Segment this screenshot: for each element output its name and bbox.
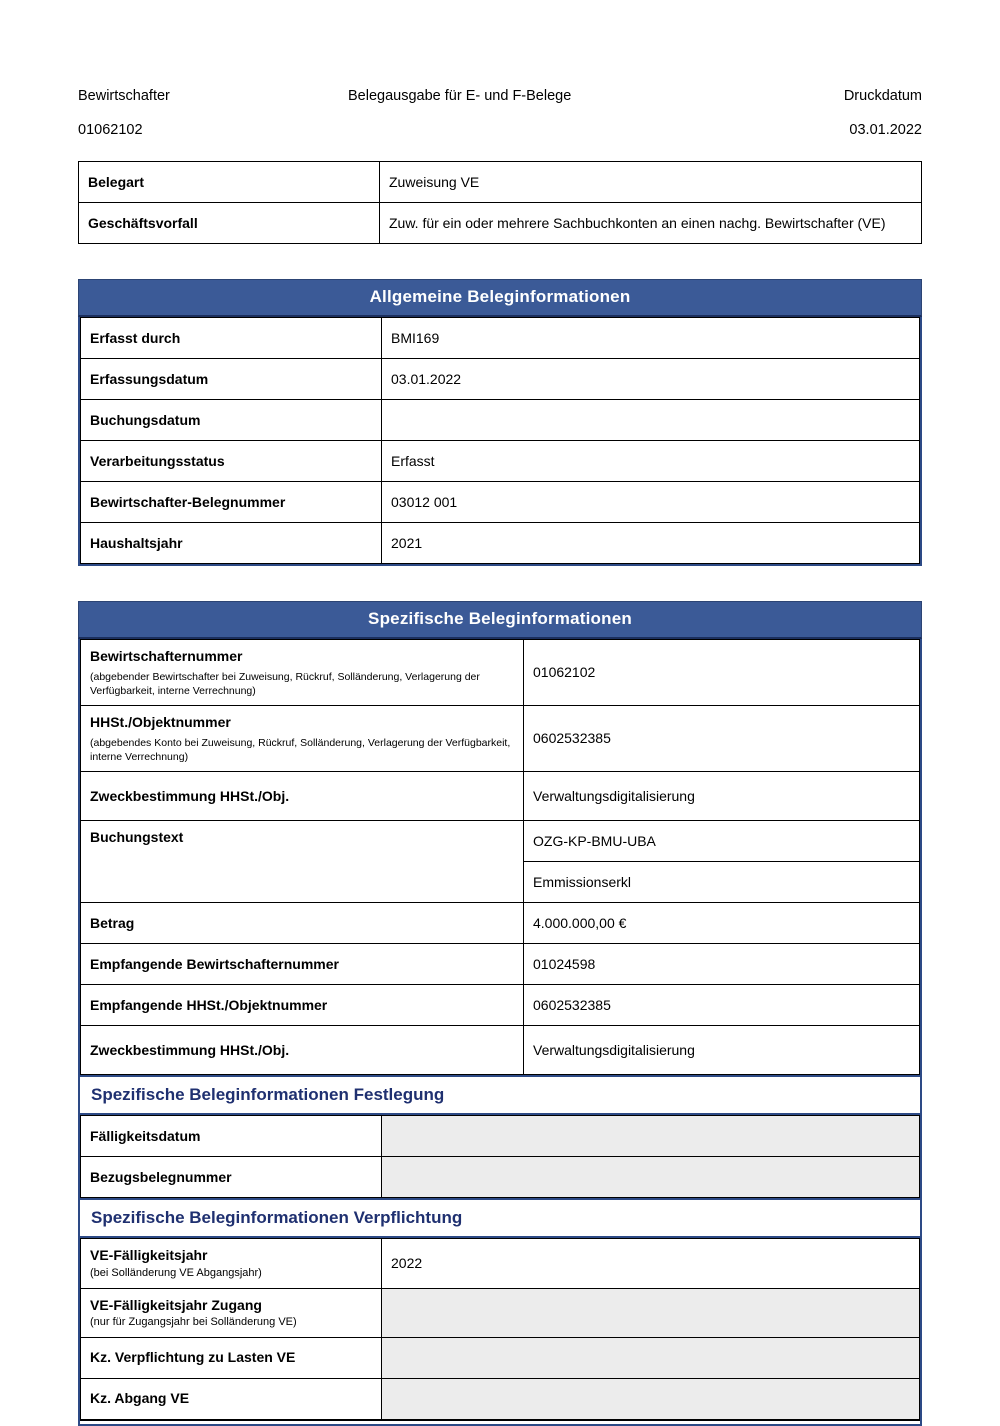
table-row	[81, 482, 920, 523]
table-row	[81, 985, 920, 1026]
empfangende-hhst-objektnummer-label: Empfangende HHSt./Objektnummer	[81, 985, 524, 1026]
zweckbestimmung-empfang-label: Zweckbestimmung HHSt./Obj.	[81, 1026, 524, 1075]
document-header-row-values	[78, 120, 922, 141]
belegart-value: Zuweisung VE	[380, 162, 922, 203]
zweckbestimmung-value: Verwaltungsdigitalisierung	[524, 772, 920, 821]
belegart-table	[78, 161, 922, 244]
document-header-row-labels	[78, 86, 922, 107]
table-row	[81, 359, 920, 400]
bewirtschafter-belegnummer-label: Bewirtschafter-Belegnummer	[81, 482, 382, 523]
table-row	[81, 1157, 920, 1198]
ve-faelligkeitsjahr-label-note: (bei Solländerung VE Abgangsjahr)	[90, 1267, 262, 1280]
betrag-value: 4.000.000,00 €	[524, 903, 920, 944]
verarbeitungsstatus-value: Erfasst	[382, 441, 920, 482]
table-row	[79, 203, 922, 244]
section-spezifische-beleginformationen	[78, 601, 922, 1426]
ve-faelligkeitsjahr-zugang-label	[81, 1288, 382, 1337]
belegart-label: Belegart	[79, 162, 380, 203]
festlegung-section-title: Spezifische Beleginformationen Festlegung	[80, 1075, 920, 1115]
table-row	[79, 162, 922, 203]
table-row	[81, 706, 920, 772]
table-row	[81, 1239, 920, 1288]
geschaeftsvorfall-label: Geschäftsvorfall	[79, 203, 380, 244]
table-row	[81, 903, 920, 944]
spezifische-section-frame	[78, 639, 922, 1426]
table-row	[81, 772, 920, 821]
zweckbestimmung-empfang-value: Verwaltungsdigitalisierung	[524, 1026, 920, 1075]
erfasst-durch-value: BMI169	[382, 318, 920, 359]
verpflichtung-section-title: Spezifische Beleginformationen Verpflichtung	[80, 1198, 920, 1238]
allgemeine-section-frame	[78, 317, 922, 566]
ve-faelligkeitsjahr-zugang-label-note: (nur für Zugangsjahr bei Solländerung VE)	[90, 1316, 297, 1329]
kz-verpflichtung-zu-lasten-ve-value	[382, 1337, 920, 1378]
zweckbestimmung-label: Zweckbestimmung HHSt./Obj.	[81, 772, 524, 821]
ve-faelligkeitsjahr-zugang-label-main: VE-Fälligkeitsjahr Zugang	[90, 1296, 262, 1313]
festlegung-table	[80, 1115, 920, 1198]
verarbeitungsstatus-label: Verarbeitungsstatus	[81, 441, 382, 482]
ve-faelligkeitsjahr-value: 2022	[382, 1239, 920, 1288]
table-row	[81, 1116, 920, 1157]
betrag-label: Betrag	[81, 903, 524, 944]
document-content	[78, 86, 922, 1426]
buchungstext-label: Buchungstext	[81, 821, 524, 903]
haushaltsjahr-value: 2021	[382, 523, 920, 564]
buchungsdatum-label: Buchungsdatum	[81, 400, 382, 441]
empfangende-bewirtschafternummer-label: Empfangende Bewirtschafternummer	[81, 944, 524, 985]
ve-faelligkeitsjahr-zugang-value	[382, 1288, 920, 1337]
section-allgemeine-beleginformationen	[78, 279, 922, 566]
table-row	[81, 523, 920, 564]
table-row	[81, 1337, 920, 1378]
bewirtschafternummer-label	[81, 640, 524, 706]
hhst-objektnummer-value: 0602532385	[524, 706, 920, 772]
erfassungsdatum-value: 03.01.2022	[382, 359, 920, 400]
kz-abgang-ve-label: Kz. Abgang VE	[81, 1378, 382, 1419]
table-row	[81, 1026, 920, 1075]
table-row	[81, 318, 920, 359]
bewirtschafternummer-value: 01062102	[524, 640, 920, 706]
hhst-objektnummer-label	[81, 706, 524, 772]
ve-faelligkeitsjahr-label	[81, 1239, 382, 1288]
empfangende-bewirtschafternummer-value: 01024598	[524, 944, 920, 985]
ve-faelligkeitsjahr-label-main: VE-Fälligkeitsjahr	[90, 1247, 208, 1264]
bezugsbelegnummer-label: Bezugsbelegnummer	[81, 1157, 382, 1198]
verpflichtung-table	[80, 1238, 920, 1419]
header-bewirtschafter-label: Bewirtschafter	[78, 88, 170, 104]
faelligkeitsdatum-value	[382, 1116, 920, 1157]
buchungstext-value-2: Emmissionserkl	[524, 862, 920, 903]
buchungstext-value-1: OZG-KP-BMU-UBA	[524, 821, 920, 862]
empfangende-hhst-objektnummer-value: 0602532385	[524, 985, 920, 1026]
table-row	[81, 821, 920, 862]
kz-verpflichtung-zu-lasten-ve-label: Kz. Verpflichtung zu Lasten VE	[81, 1337, 382, 1378]
allgemeine-table	[80, 317, 920, 564]
haushaltsjahr-label: Haushaltsjahr	[81, 523, 382, 564]
kz-abgang-ve-value	[382, 1378, 920, 1419]
section-bottom-rule	[80, 1420, 920, 1424]
hhst-objektnummer-label-note: (abgebendes Konto bei Zuweisung, Rückruf, Solländerung, Verlagerung der Verfügbarkeit, interne Verrechnung)	[90, 737, 511, 763]
bewirtschafternummer-label-note: (abgebender Bewirtschafter bei Zuweisung, Rückruf, Solländerung, Verlagerung der Verfügbarkeit, interne Verrechnung)	[90, 670, 480, 697]
bewirtschafter-belegnummer-value: 03012 001	[382, 482, 920, 523]
erfassungsdatum-label: Erfassungsdatum	[81, 359, 382, 400]
spezifische-table	[80, 639, 920, 1075]
page-title: Belegausgabe für E- und F-Belege	[348, 88, 572, 104]
header-druckdatum-value: 03.01.2022	[849, 122, 922, 139]
header-bewirtschafter-value: 01062102	[78, 122, 143, 139]
bezugsbelegnummer-value	[382, 1157, 920, 1198]
table-row	[81, 944, 920, 985]
allgemeine-section-title: Allgemeine Beleginformationen	[78, 279, 922, 317]
buchungsdatum-value	[382, 400, 920, 441]
faelligkeitsdatum-label: Fälligkeitsdatum	[81, 1116, 382, 1157]
table-row	[81, 640, 920, 706]
spezifische-section-title: Spezifische Beleginformationen	[78, 601, 922, 639]
erfasst-durch-label: Erfasst durch	[81, 318, 382, 359]
table-row	[81, 1378, 920, 1419]
table-row	[81, 441, 920, 482]
geschaeftsvorfall-value: Zuw. für ein oder mehrere Sachbuchkonten an einen nachg. Bewirtschafter (VE)	[380, 203, 922, 244]
document-header	[78, 86, 922, 141]
hhst-objektnummer-label-main: HHSt./Objektnummer	[90, 714, 231, 731]
header-druckdatum-label: Druckdatum	[843, 88, 922, 104]
table-row	[81, 400, 920, 441]
table-row	[81, 1288, 920, 1337]
bewirtschafternummer-label-main: Bewirtschafternummer	[90, 648, 243, 665]
